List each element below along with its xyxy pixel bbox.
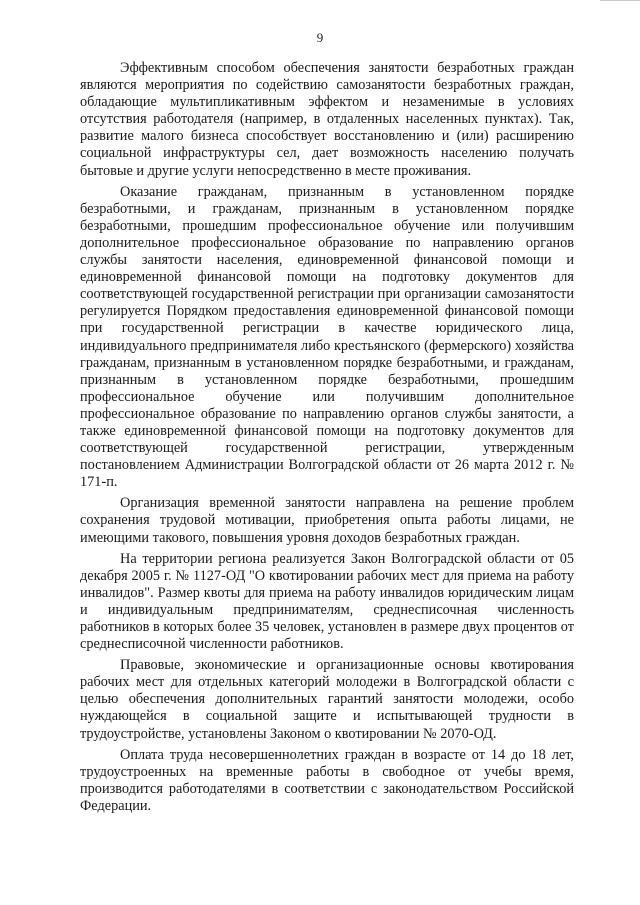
scan-corner-mark	[600, 0, 640, 7]
paragraph-youth-quota: Правовые, экономические и организационные основы квотирования рабочих мест для отдельных категорий молодежи в Волгоградской области с целью обеспечения дополнительных гарантий занятости молодежи, особо нуждающейся в социальной защите и испытывающей трудности в трудоустройстве, установлены Законом о квотировании № 2070-ОД.	[80, 657, 574, 742]
paragraph-temporary-employment: Организация временной занятости направлена на решение проблем сохранения трудовой мотивации, приобретения опыта работы лицами, не имеющими такового, повышения уровня доходов безработных граждан.	[80, 495, 574, 546]
paragraph-disability-quota: На территории региона реализуется Закон Волгоградской области от 05 декабря 2005 г. № 1127-ОД "О квотировании рабочих мест для приема на работу инвалидов". Размер квоты для приема на работу инвалидов юридическим лицам и индивидуальным предпринимателям, среднесписочная численность работников в которых более 35 человек, установлен в размере двух процентов от среднесписочной численности работников.	[80, 550, 574, 653]
paragraph-financial-assistance: Оказание гражданам, признанным в установленном порядке безработными, и гражданам, признанным в установленном порядке безработными, прошедшим профессиональное обучение или получившим дополнительное профессиональное образование по направлению органов службы занятости населения, единовременной финансовой помощи и единовременной финансовой помощи на подготовку документов для соответствующей государственной регистрации при организации самозанятости регулируется Порядком предоставления единовременной финансовой помощи при государственной регистрации в качестве юридического лица, индивидуального предпринимателя либо крестьянского (фермерского) хозяйства гражданам, признанным в установленном порядке безработными, и гражданам, признанным в установленном порядке безработными, прошедшим профессиональное обучение или получившим дополнительное профессиональное образование по направлению органов службы занятости, а также единовременной финансовой помощи на подготовку документов для соответствующей государственной регистрации, утвержденным постановлением Администрации Волгоградской области от 26 марта 2012 г. № 171-п.	[80, 183, 574, 491]
page-number: 9	[316, 30, 324, 45]
paragraph-minor-wages: Оплата труда несовершеннолетних граждан в возрасте от 14 до 18 лет, трудоустроенных на временные работы в свободное от учебы время, производится работодателями в соответствии с законодательством Российской Федерации.	[80, 746, 574, 814]
document-body	[80, 60, 574, 819]
paragraph-self-employment: Эффективным способом обеспечения занятости безработных граждан являются мероприятия по содействию самозанятости безработных граждан, обладающие мультипликативным эффектом и незаменимые в условиях отсутствия работодателя (например, в отдаленных населенных пунктах). Так, развитие малого бизнеса способствует восстановлению и (или) расширению социальной инфраструктуры сел, дает возможность населению получать бытовые и другие услуги непосредственно в месте проживания.	[80, 60, 574, 179]
